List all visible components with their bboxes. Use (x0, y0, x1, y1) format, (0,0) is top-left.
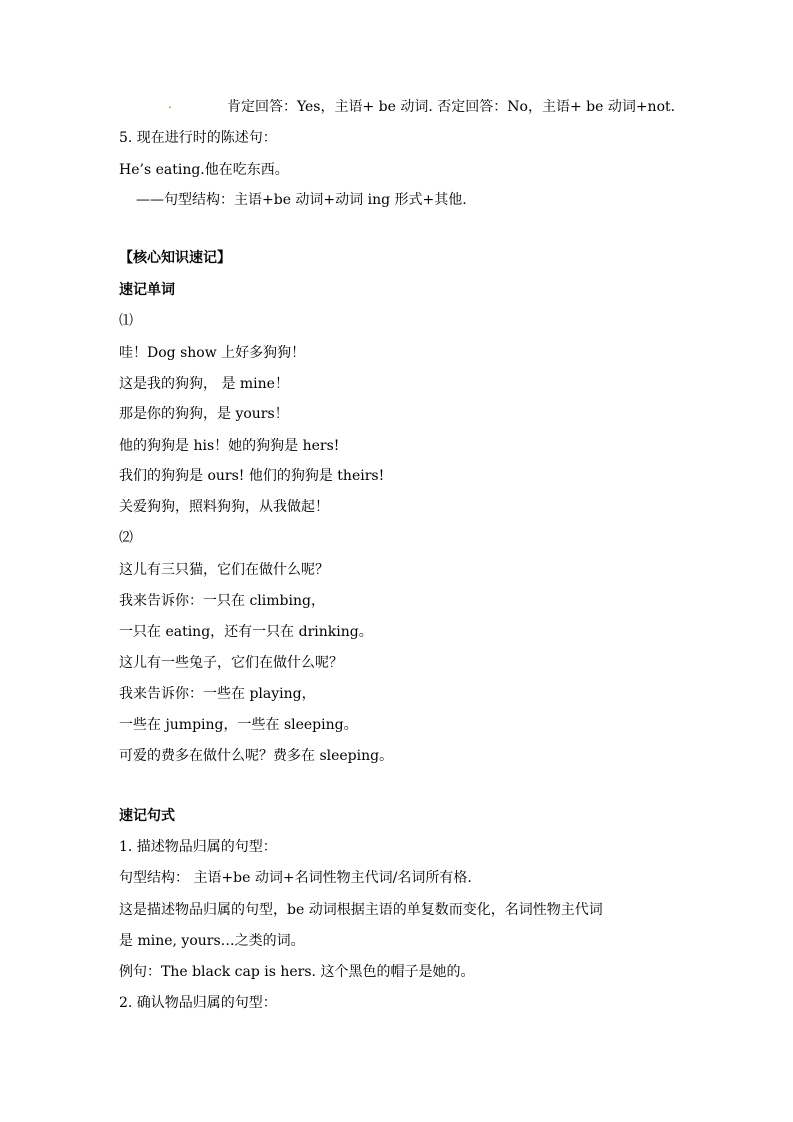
item-2-heading: 2. 确认物品归属的句型： (119, 995, 277, 1011)
section-title: 【核心知识速记】 (119, 250, 231, 266)
subsection-title-sentences: 速记句式 (119, 808, 175, 824)
list-marker-1: ⑴ (119, 313, 133, 329)
item-1-heading: 1. 描述物品归属的句型： (119, 839, 277, 855)
rhyme-line: 我来告诉你：一些在 playing， (119, 686, 316, 702)
sentence-structure: ——句型结构：主语+be 动词+动词 ing 形式+其他. (136, 192, 467, 208)
rhyme-line: 哇！Dog show 上好多狗狗！ (119, 345, 306, 361)
rhyme-line: 可爱的费多在做什么呢？费多在 sleeping。 (119, 748, 394, 764)
rhyme-line: 他的狗狗是 his！她的狗狗是 hers! (119, 438, 340, 454)
rhyme-line: 这儿有一些兔子，它们在做什么呢？ (119, 655, 343, 671)
stray-mark: . (168, 97, 172, 111)
rhyme-line: 这是我的狗狗， 是 mine！ (119, 376, 289, 392)
answer-pattern-line: 肯定回答：Yes，主语+ be 动词. 否定回答：No，主语+ be 动词+not. (227, 99, 676, 115)
rhyme-line: 这儿有三只猫，它们在做什么呢？ (119, 562, 329, 578)
rhyme-line: 一只在 eating，还有一只在 drinking。 (119, 624, 373, 640)
sentence-structure: 句型结构： 主语+be 动词+名词性物主代词/名词所有格. (119, 870, 472, 886)
list-marker-2: ⑵ (119, 530, 133, 546)
subsection-title-words: 速记单词 (119, 282, 175, 298)
rhyme-line: 关爱狗狗，照料狗狗，从我做起！ (119, 499, 329, 515)
explanation-text: 这是描述物品归属的句型，be 动词根据主语的单复数而变化，名词性物主代词 (119, 902, 603, 918)
example-sentence: He’s eating.他在吃东西。 (119, 162, 289, 178)
rhyme-line: 一些在 jumping，一些在 sleeping。 (119, 717, 358, 733)
explanation-text-cont: 是 mine, yours…之类的词。 (119, 933, 305, 949)
rhyme-line: 那是你的狗狗，是 yours！ (119, 406, 289, 422)
example-sentence: 例句：The black cap is hers. 这个黑色的帽子是她的。 (119, 964, 475, 980)
item-5-heading: 5. 现在进行时的陈述句： (119, 130, 277, 146)
rhyme-line: 我们的狗狗是 ours! 他们的狗狗是 theirs! (119, 468, 385, 484)
rhyme-line: 我来告诉你：一只在 climbing， (119, 593, 325, 609)
